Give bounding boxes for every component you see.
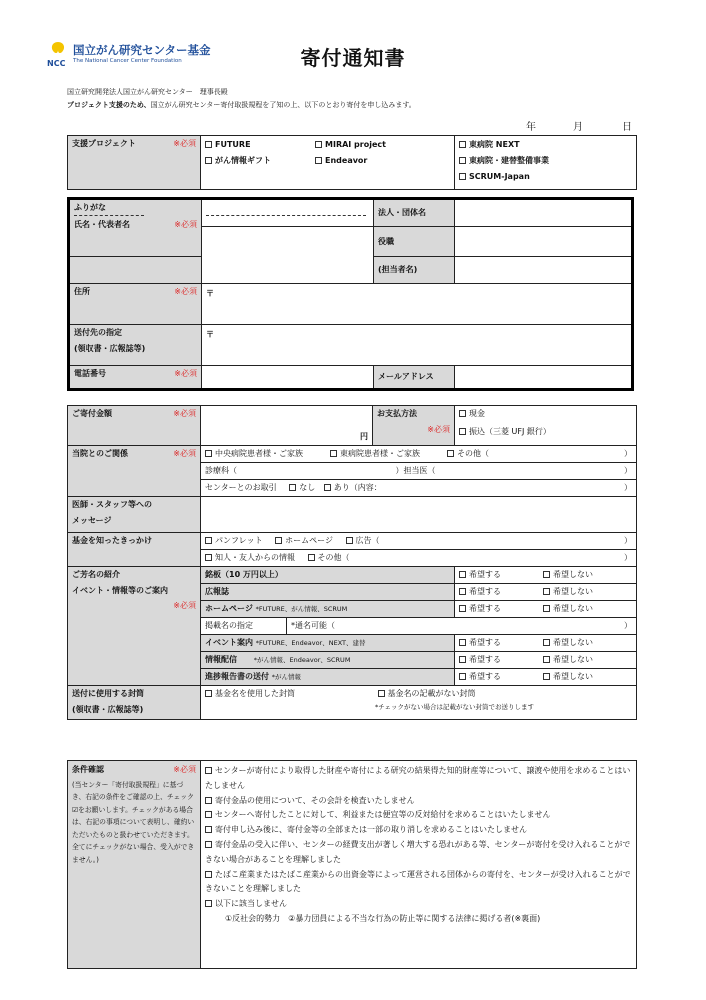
project-label: 支援プロジェクト ※必須 — [68, 136, 201, 190]
checkbox-icon — [459, 639, 466, 646]
furigana-input[interactable] — [202, 199, 374, 227]
progress-not-want[interactable]: 希望しない — [543, 672, 593, 681]
center-yes-option[interactable]: あり（内容： — [324, 483, 382, 492]
checkbox-icon — [543, 639, 550, 646]
payment-cash-option[interactable]: 現金 — [459, 409, 632, 427]
checkbox-icon — [205, 900, 212, 907]
envelope-label: 送付に使用する封筒 (領収書・広報誌等) — [68, 686, 201, 720]
relation-row-dept[interactable]: 診療科（ ）担当医（ ） — [201, 463, 637, 480]
delivery-label: 送付先の指定 (領収書・広報誌等) — [69, 325, 202, 366]
source-option-ad[interactable]: 広告（ — [346, 536, 380, 545]
event-want[interactable]: 希望する — [459, 638, 543, 648]
info-label: 情報配信 *がん情報、Endeavor、SCRUM — [201, 652, 455, 669]
checkbox-icon — [459, 605, 466, 612]
checkbox-icon — [205, 826, 212, 833]
envelope-option-named[interactable]: 基金名を使用した封筒 — [205, 689, 375, 699]
message-input[interactable] — [201, 497, 637, 533]
checkbox-icon — [459, 673, 466, 680]
relation-row-patient: 中央病院患者様・ご家族 東病院患者様・ご家族 その他（ ） — [201, 446, 637, 463]
source-option-pamphlet[interactable]: パンフレット — [205, 536, 263, 545]
checkbox-icon — [324, 484, 331, 491]
condition-item[interactable]: 以下に該当しません — [205, 897, 632, 912]
checkbox-icon — [205, 797, 212, 804]
intro-section-label: ご芳名の紹介 イベント・情報等のご案内 ※必須 — [68, 567, 201, 686]
project-option-scrum[interactable]: SCRUM-Japan — [459, 172, 632, 188]
checkbox-icon — [205, 450, 212, 457]
info-want[interactable]: 希望する — [459, 655, 543, 665]
progress-want[interactable]: 希望する — [459, 672, 543, 682]
progress-label: 進捗報告書の送付 *がん情報 — [201, 669, 455, 686]
checkbox-icon — [315, 157, 322, 164]
project-option-next[interactable]: 東病院 NEXT — [459, 140, 632, 156]
condition-item[interactable]: 寄付金品の使用について、その会計を検査いたしません — [205, 794, 632, 809]
corp-input[interactable] — [455, 199, 633, 227]
address-label: 住所 ※必須 — [69, 284, 202, 325]
source-option-friend[interactable]: 知人・友人からの情報 — [205, 553, 295, 562]
checkbox-icon — [275, 537, 282, 544]
checkbox-icon — [205, 554, 212, 561]
condition-item[interactable]: センターが寄付により取得した財産や寄付による研究の結果得た知的財産等について、譲渡や使用を求めることはいたしません — [205, 766, 631, 790]
checkbox-icon — [205, 141, 212, 148]
checkbox-icon — [459, 656, 466, 663]
donation-table: ご寄付金額 ※必須 円 お支払方法 ※必須 現金 振込（三菱 UFJ 銀行） 当院とのご関係 ※必須 中央病院患者様・ご家族 東病院患者様・ご家族 その他（ ） 診療科（ ）担当医（ ） センターとのお取引 なし あり（内容： ） 医師・スタッフ等への メッセージ 基金を知ったきっかけ パンフレット ホームページ 広告（ ） 知人・友人からの情報 その他（ ） ご芳名の紹介 イベント・情報等のご案内 ※必須 銘板（10 万円以上） 希望する 希望しない 広報誌 希望する 希望しない ホームページ *FUTURE、がん情報、SCRUM 希望する 希望しない 掲載名の指定 *通名可能（ ） イベント案内 *FUTURE、Endeavor、NEXT、建替 希望する 希望しない 情報配信 *がん情報、Endeavor、SCRUM 希望する 希望しない 進捗報告書の送付 *がん情報 希望する 希望しない 送付に使用する封筒 (領収書・広報誌等) 基金名を使用した封筒 基金名の記載がない封筒 *チェックがない場合は記載がない封筒でお送りします — [67, 405, 637, 720]
checkbox-icon — [330, 450, 337, 457]
amount-input[interactable]: 円 — [201, 406, 373, 446]
position-input[interactable] — [455, 227, 633, 257]
relation-option-other[interactable]: その他（ — [447, 449, 597, 459]
checkbox-icon — [459, 428, 466, 435]
condition-item[interactable]: たばこ産業またはたばこ産業からの出資金等によって運営される団体からの寄付を、センターが受け入れることができないことを理解しました — [205, 869, 631, 894]
logo-abbr: NCC — [47, 59, 66, 68]
plate-label: 銘板（10 万円以上） — [201, 567, 455, 584]
logo-name: 国立がん研究センター基金 — [73, 43, 211, 57]
magazine-label: 広報誌 — [201, 584, 455, 601]
checkbox-icon — [459, 141, 466, 148]
project-option-endeavor[interactable]: Endeavor — [315, 156, 367, 172]
checkbox-icon — [459, 588, 466, 595]
checkbox-icon — [205, 537, 212, 544]
intro-rest: 国立がん研究センター寄付取扱規程を了知の上、以下のとおり寄付を申し込みます。 — [150, 101, 416, 109]
checkbox-icon — [289, 484, 296, 491]
magazine-not-want[interactable]: 希望しない — [543, 587, 593, 596]
envelope-option-plain[interactable]: 基金名の記載がない封筒 — [378, 689, 476, 698]
project-option-mirai[interactable]: MIRAI project — [315, 140, 386, 156]
checkbox-icon — [308, 554, 315, 561]
contact-person-input[interactable] — [455, 257, 633, 284]
checkbox-icon — [543, 656, 550, 663]
listed-name-label: 掲載名の指定 — [201, 618, 287, 635]
checkbox-icon — [543, 605, 550, 612]
source-option-homepage[interactable]: ホームページ — [275, 536, 333, 545]
plate-not-want[interactable]: 希望しない — [543, 570, 593, 579]
info-not-want[interactable]: 希望しない — [543, 655, 593, 664]
relation-option-central[interactable]: 中央病院患者様・ご家族 — [205, 449, 303, 459]
magazine-want[interactable]: 希望する — [459, 587, 543, 597]
condition-item[interactable]: 寄付申し込み後に、寄付金等の全部または一部の取り消しを求めることはいたしません — [205, 823, 632, 838]
page-title: 寄付通知書 — [300, 46, 406, 70]
checkbox-icon — [378, 690, 385, 697]
checkbox-icon — [346, 537, 353, 544]
event-not-want[interactable]: 希望しない — [543, 638, 593, 647]
payment-method-label: お支払方法 ※必須 — [373, 406, 455, 446]
condition-item[interactable]: 寄付金品の受入に伴い、センターの経費支出が著しく増大する恐れがある等、センターが寄付を受け入れることができない場合があることを理解しました — [205, 839, 631, 864]
date-year: 年 — [526, 122, 536, 133]
name-input[interactable] — [202, 227, 374, 284]
checkbox-icon — [205, 841, 212, 848]
conditions-note: (当センター「寄付取扱規程」に基づき、右記の条件をご確認の上、チェック☑をお願いします。チェックがある場合は、右記の事項について表明し、確約いただいたものと扱わせていただきます。全てにチェックがない場合、受入ができません。) — [72, 780, 195, 864]
checkbox-icon — [543, 588, 550, 595]
checkbox-icon — [205, 157, 212, 164]
intro-text — [67, 100, 416, 110]
project-option-future[interactable]: FUTURE — [205, 140, 315, 156]
checkbox-icon — [459, 571, 466, 578]
delivery-input[interactable]: 〒 — [202, 325, 633, 366]
checkbox-icon — [459, 410, 466, 417]
checkbox-icon — [459, 173, 466, 180]
plate-want[interactable]: 希望する — [459, 570, 543, 580]
checkbox-icon — [205, 767, 212, 774]
checkbox-icon — [543, 571, 550, 578]
checkbox-icon — [459, 157, 466, 164]
date-day: 日 — [622, 122, 632, 133]
email-input[interactable] — [455, 366, 633, 390]
amount-label: ご寄付金額 ※必須 — [68, 406, 201, 446]
checkbox-icon — [205, 871, 212, 878]
checkbox-icon — [315, 141, 322, 148]
conditions-label: 条件確認 ※必須 (当センター「寄付取扱規程」に基づき、右記の条件をご確認の上、チェック☑をお願いします。チェックがある場合は、右記の事項について表明し、確約いただいたものと扱わせていただきます。全てにチェックがない場合、受入ができません。) — [68, 761, 201, 969]
checkbox-icon — [543, 673, 550, 680]
source-label: 基金を知ったきっかけ — [68, 533, 201, 567]
homepage-want[interactable]: 希望する — [459, 604, 543, 614]
checkbox-icon — [447, 450, 454, 457]
envelope-note: *チェックがない場合は記載がない封筒でお送りします — [375, 703, 535, 711]
homepage-label: ホームページ *FUTURE、がん情報、SCRUM — [201, 601, 455, 618]
project-table — [67, 135, 637, 190]
email-label: メールアドレス — [374, 366, 455, 390]
message-label: 医師・スタッフ等への メッセージ — [68, 497, 201, 533]
checkbox-icon — [205, 690, 212, 697]
contact-person-label: (担当者名) — [374, 257, 455, 284]
listed-name-input[interactable]: *通名可能（ ） — [287, 618, 637, 635]
date-month: 月 — [573, 122, 583, 133]
relation-row-center: センターとのお取引 なし あり（内容： ） — [201, 480, 637, 497]
project-option-gift[interactable]: がん情報ギフト — [205, 156, 315, 172]
conditions-table — [67, 760, 637, 969]
position-label: 役職 — [374, 227, 455, 257]
intro-bold: プロジェクト支援のため、 — [67, 101, 151, 109]
addressee: 国立研究開発法人国立がん研究センター 理事長殿 — [67, 88, 228, 96]
payment-transfer-option[interactable]: 振込（三菱 UFJ 銀行） — [459, 427, 632, 437]
event-label: イベント案内 *FUTURE、Endeavor、NEXT、建替 — [201, 635, 455, 652]
logo-english-name: The National Cancer Center Foundation — [73, 58, 182, 64]
condition-item[interactable]: センターへ寄付したことに対して、利益または便宜等の反対給付を求めることはいたしません — [205, 808, 632, 823]
name-label: ふりがな 氏名・代表者名 ※必須 — [69, 199, 202, 257]
source-option-other[interactable]: その他（ — [308, 553, 350, 562]
checkbox-icon — [205, 811, 212, 818]
condition-sub-items: ①反社会的勢力 ②暴力団員による不当な行為の防止等に関する法律に掲げる者(※裏面) — [225, 913, 541, 923]
phone-input[interactable] — [202, 366, 374, 390]
phone-label: 電話番号 ※必須 — [69, 366, 202, 390]
corp-label: 法人・団体名 — [374, 199, 455, 227]
center-none-option[interactable]: なし — [289, 483, 315, 492]
relation-option-east[interactable]: 東病院患者様・ご家族 — [330, 449, 420, 459]
address-input[interactable]: 〒 — [202, 284, 633, 325]
project-option-rebuild[interactable]: 東病院・建替整備事業 — [459, 156, 632, 172]
homepage-not-want[interactable]: 希望しない — [543, 604, 593, 613]
relation-label: 当院とのご関係 ※必須 — [68, 446, 201, 497]
donor-table — [67, 197, 634, 391]
